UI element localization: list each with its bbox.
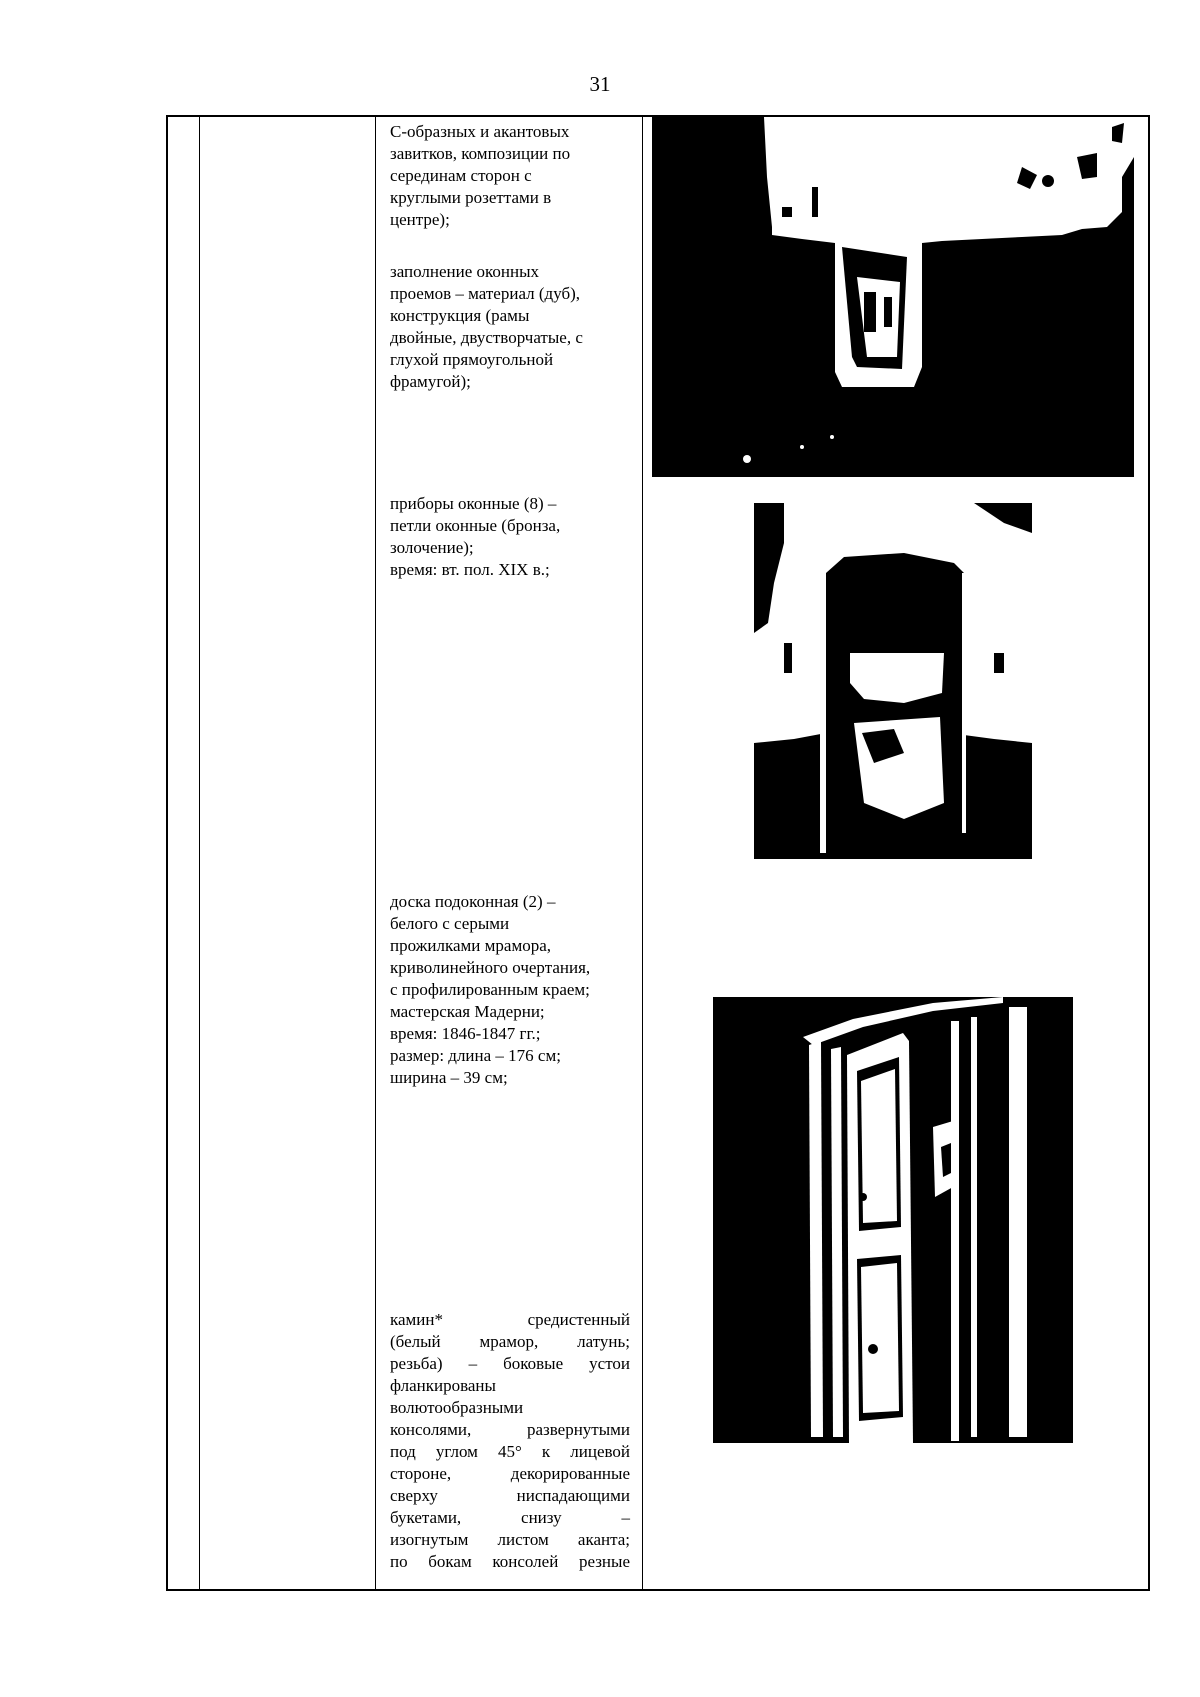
- entry-windows: заполнение оконных проемов – материал (дуб), конструкция (рамы двойные, двустворчатые, с глухой прямоугольной фрамугой);: [390, 262, 583, 391]
- photo-window-opening: [652, 117, 1134, 477]
- entry-window-sill: доска подоконная (2) – белого с серыми прожилками мрамора, криволинейного очертания, с профилированным краем; мастерская Мадерни; время: 1846-1847 гг.; размер: длина – 176 см; ширина – 39 см;: [390, 892, 591, 1087]
- entry-window-hardware: приборы оконные (8) – петли оконные (бронза, золочение); время: вт. пол. XIX в.;: [390, 494, 561, 579]
- photo-doorway-hardware: [754, 503, 1032, 859]
- entry-decor: С-образных и акантовых завитков, композиции по серединам сторон с круглыми розеттами в центре);: [390, 122, 571, 229]
- page-number: 31: [589, 72, 611, 96]
- entry-fireplace: камин* средистенный (белый мрамор, латунь; резьба) – боковые устои фланкированы волютообразными консолями, развернутыми под углом 45° к лицевой стороне, декорированные сверху ниспадающими букетами, снизу – изогнутым листом аканта; по бокам консолей резные: [390, 1310, 630, 1571]
- inventory-table: [166, 115, 1150, 1591]
- photo-door-panel: [713, 997, 1073, 1443]
- column-divider: [199, 117, 200, 1589]
- column-divider: [642, 117, 643, 1589]
- column-divider: [375, 117, 376, 1589]
